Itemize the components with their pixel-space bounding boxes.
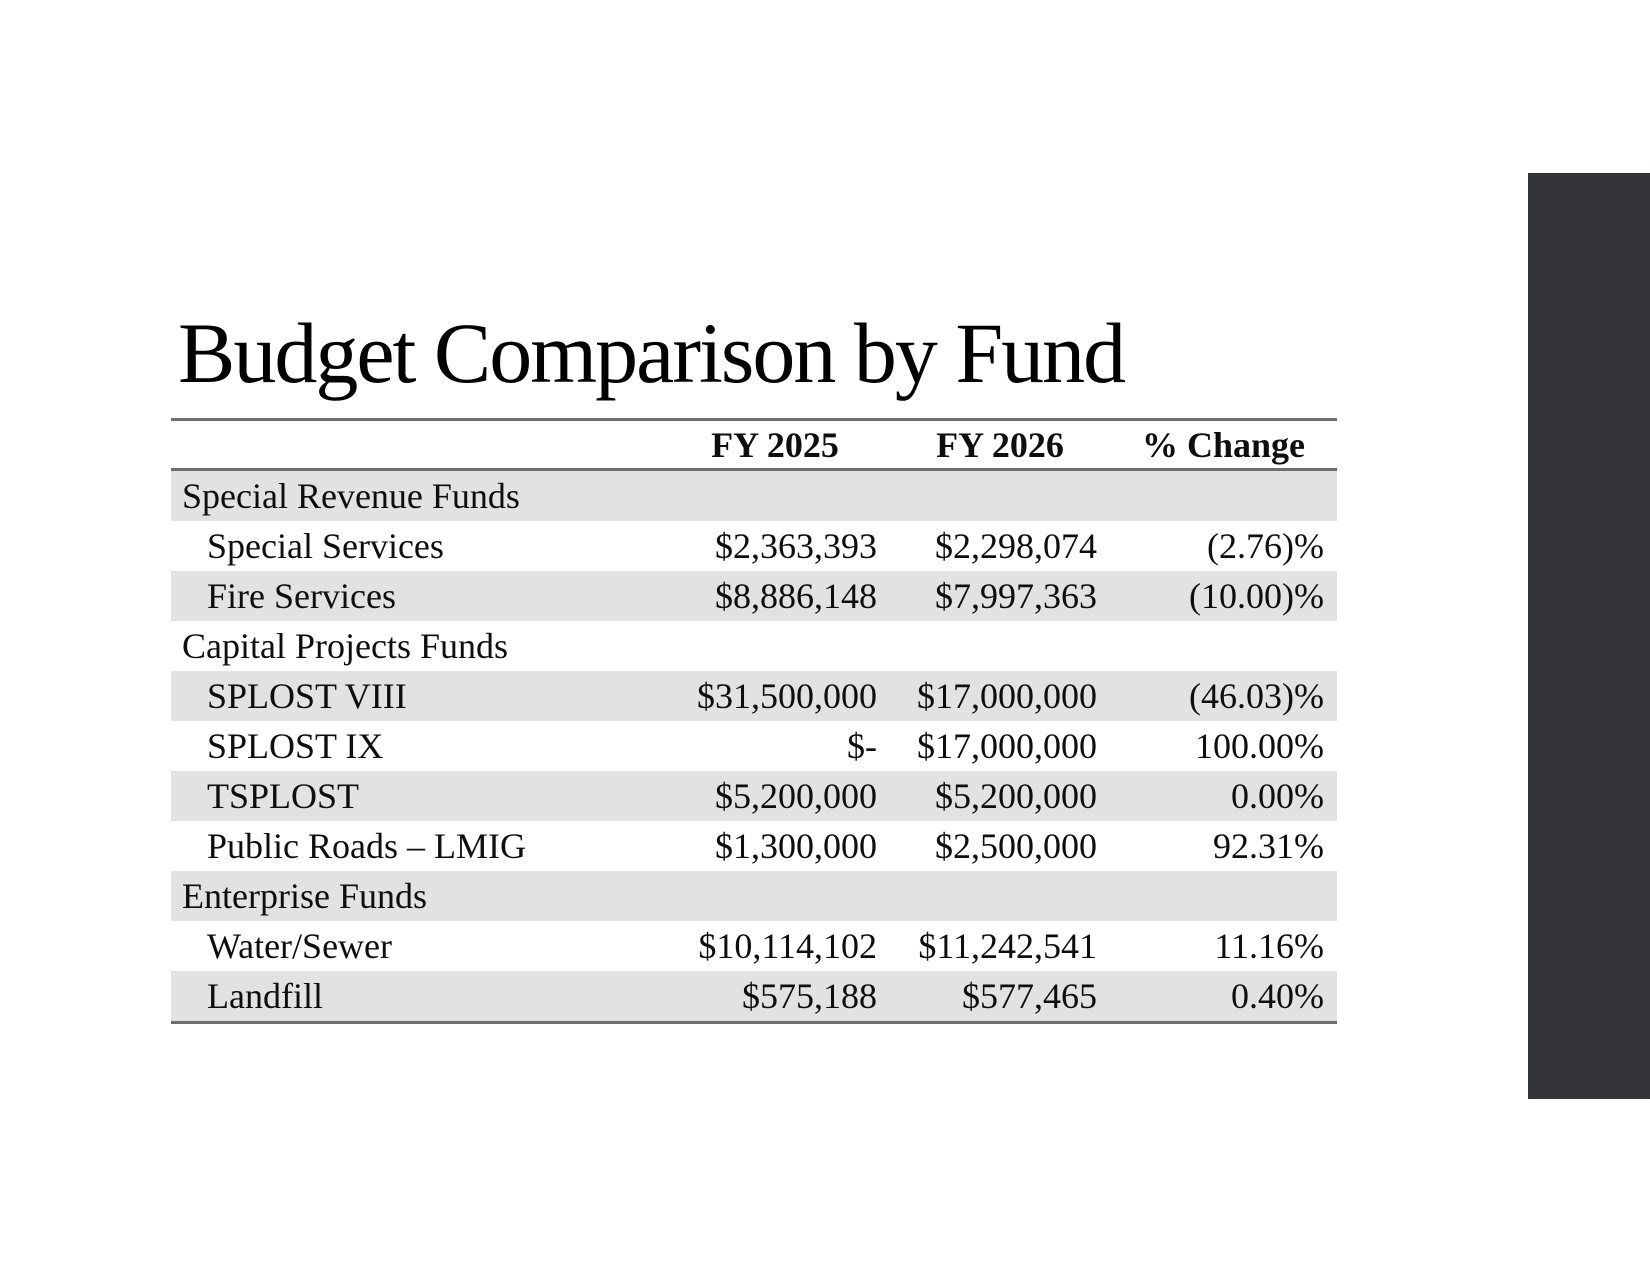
header-cell-fy2025: FY 2025 xyxy=(711,424,839,465)
header-cell-fy2026: FY 2026 xyxy=(936,424,1064,465)
row-percent-change-value: 0.00% xyxy=(1231,776,1324,816)
table-row xyxy=(171,571,1337,621)
table-row xyxy=(171,671,1337,721)
row-fund-label: SPLOST VIII xyxy=(207,676,407,716)
row-fund-label: Enterprise Funds xyxy=(182,876,427,916)
row-fy2026-value: $7,997,363 xyxy=(935,576,1097,616)
row-fund-label: Special Revenue Funds xyxy=(182,476,520,516)
row-fy2025-value: $- xyxy=(847,726,877,766)
table-header-row xyxy=(171,421,1337,468)
table-row xyxy=(171,721,1337,771)
table-row xyxy=(171,971,1337,1021)
row-fund-label: Public Roads – LMIG xyxy=(207,826,526,866)
table-rows xyxy=(171,471,1337,1021)
table-row xyxy=(171,771,1337,821)
row-fy2025-value: $5,200,000 xyxy=(715,776,877,816)
slide-title: Budget Comparison by Fund xyxy=(178,305,1125,401)
row-fy2025-value: $2,363,393 xyxy=(715,526,877,566)
table-bottom-rule xyxy=(171,1021,1337,1024)
row-fy2026-value: $5,200,000 xyxy=(935,776,1097,816)
row-fund-label: Special Services xyxy=(207,526,444,566)
row-fy2026-value: $17,000,000 xyxy=(917,676,1097,716)
row-fund-label: Capital Projects Funds xyxy=(182,626,508,666)
row-fund-label: Water/Sewer xyxy=(207,926,393,966)
row-fy2025-value: $10,114,102 xyxy=(698,926,877,966)
row-fy2025-value: $8,886,148 xyxy=(715,576,877,616)
accent-bar xyxy=(1528,173,1650,1099)
row-fy2025-value: $575,188 xyxy=(742,976,877,1016)
table-row xyxy=(171,871,1337,921)
row-fund-label: Landfill xyxy=(207,976,323,1016)
table-row xyxy=(171,821,1337,871)
row-fy2025-value: $31,500,000 xyxy=(697,676,877,716)
row-percent-change-value: 0.40% xyxy=(1231,976,1324,1016)
row-fy2026-value: $11,242,541 xyxy=(918,926,1097,966)
row-percent-change-value: (2.76)% xyxy=(1207,526,1324,566)
budget-comparison-table xyxy=(171,418,1337,1024)
table-row xyxy=(171,621,1337,671)
row-percent-change-value: (10.00)% xyxy=(1189,576,1324,616)
header-cell-percent-change: % Change xyxy=(1141,424,1306,465)
row-fy2026-value: $577,465 xyxy=(962,976,1097,1016)
row-percent-change-value: 92.31% xyxy=(1213,826,1324,866)
row-fy2026-value: $2,500,000 xyxy=(935,826,1097,866)
row-fund-label: Fire Services xyxy=(207,576,396,616)
row-fy2025-value: $1,300,000 xyxy=(715,826,877,866)
table-row xyxy=(171,921,1337,971)
row-fy2026-value: $17,000,000 xyxy=(917,726,1097,766)
table-row xyxy=(171,521,1337,571)
row-fund-label: SPLOST IX xyxy=(207,726,384,766)
row-fy2026-value: $2,298,074 xyxy=(935,526,1097,566)
table-row xyxy=(171,471,1337,521)
row-fund-label: TSPLOST xyxy=(207,776,360,816)
row-percent-change-value: 11.16% xyxy=(1214,926,1324,966)
row-percent-change-value: 100.00% xyxy=(1195,726,1324,766)
row-percent-change-value: (46.03)% xyxy=(1189,676,1324,716)
